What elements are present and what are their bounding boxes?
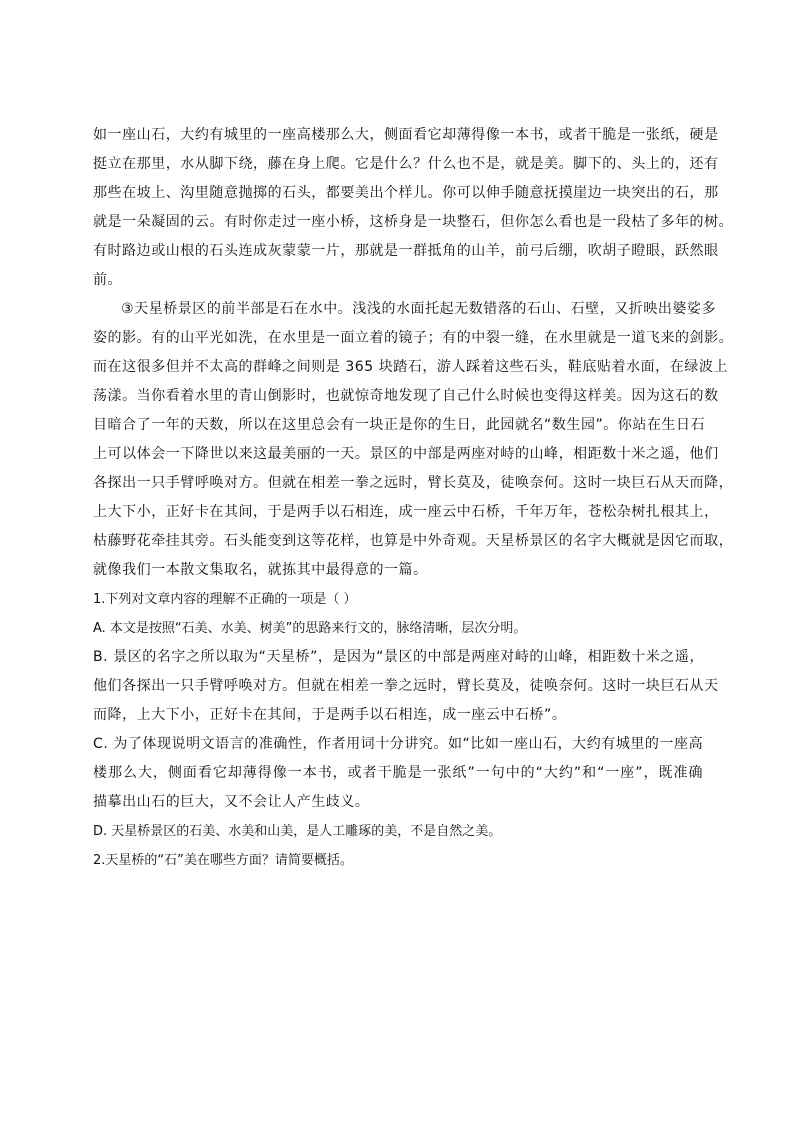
option-line: 楼那么大，侧面看它却薄得像一本书，或者干脆是一张纸”一句中的“大约”和“一座”，既准确 [93, 765, 703, 781]
passage-paragraph-1 [93, 121, 734, 295]
passage-paragraph-3 [93, 295, 734, 585]
paragraph-line: 如一座山石，大约有城里的一座高楼那么大，侧面看它却薄得像一本书，或者干脆是一张纸，硬是 [93, 127, 719, 143]
question-2 [93, 846, 703, 875]
paragraph-line: 那些在坡上、沟里随意抛掷的石头，都要美出个样儿。你可以伸手随意抚摸崖边一块突出的石，那 [93, 185, 719, 201]
question-1-option-d: D. 天星桥景区的石美、水美和山美，是人工雕琢的美，不是自然之美。 [93, 824, 502, 839]
paragraph-line: ③天星桥景区的前半部是石在水中。浅浅的水面托起无数错落的石山、石壁，又折映出婆娑多 [121, 301, 717, 317]
option-line: B. 景区的名字之所以取为“天星桥”，是因为“景区的中部是两座对峙的山峰，相距数十米之遥， [93, 649, 705, 665]
paragraph-line: 前。 [93, 272, 123, 288]
paragraph-line: 目暗合了一年的天数，所以在这里总会有一块正是你的生日，此园就名“数生园”。你站在生日石 [93, 417, 706, 433]
question-1-option-b [93, 643, 719, 730]
paragraph-line: 枯藤野花牵挂其旁。石头能变到这等花样，也算是中外奇观。天星桥景区的名字大概就是因它而取， [93, 533, 734, 549]
question-2-stem: 2.天星桥的“石”美在哪些方面？请简要概括。 [93, 853, 353, 868]
question-1-option-c [93, 730, 703, 817]
option-line: 他们各探出一只手臂呼唤对方。但就在相差一拳之远时，臂长莫及，徒唤奈何。这时一块巨石从天 [93, 678, 719, 694]
paragraph-line: 有时路边或山根的石头连成灰蒙蒙一片，那就是一群抵角的山羊，前弓后绷，吹胡子瞪眼，跃然眼 [93, 243, 719, 259]
question-1-option-a: A. 本文是按照“石美、水美、树美”的思路来行文的，脉络清晰，层次分明。 [93, 621, 527, 636]
paragraph-line: 上可以体会一下降世以来这最美丽的一天。景区的中部是两座对峙的山峰，相距数十米之遥，他们 [93, 446, 719, 462]
option-line: 而降，上大下小，正好卡在其间，于是两手以石相连，成一座云中石桥”。 [93, 707, 567, 723]
paragraph-line: 各探出一只手臂呼唤对方。但就在相差一拳之远时，臂长莫及，徒唤奈何。这时一块巨石从天而降， [93, 475, 734, 491]
document-body [93, 121, 734, 875]
question-1 [93, 585, 719, 846]
option-line: C. 为了体现说明文语言的准确性，作者用词十分讲究。如“比如一座山石，大约有城里的一座高 [93, 736, 704, 752]
paragraph-line: 上大下小，正好卡在其间，于是两手以石相连，成一座云中石桥，千年万年，苍松杂树扎根其上， [93, 504, 719, 520]
paragraph-line: 挺立在那里，水从脚下绕，藤在身上爬。它是什么？什么也不是，就是美。脚下的、头上的，还有 [93, 156, 719, 172]
paragraph-line: 而在这很多但并不太高的群峰之间则是 365 块踏石，游人踩着这些石头，鞋底贴着水面，在绿波上 [93, 359, 728, 375]
paragraph-line: 姿的影。有的山平光如洗，在水里是一面立着的镜子；有的中裂一缝，在水里就是一道飞来的剑影。 [93, 330, 734, 346]
paragraph-line: 荡漾。当你看着水里的青山倒影时，也就惊奇地发现了自己什么时候也变得这样美。因为这石的数 [93, 388, 719, 404]
question-1-stem: 1.下列对文章内容的理解不正确的一项是（ ） [93, 592, 357, 607]
paragraph-line: 就是一朵凝固的云。有时你走过一座小桥，这桥身是一块整石，但你怎么看也是一段枯了多年的树。 [93, 214, 734, 230]
paragraph-line: 就像我们一本散文集取名，就拣其中最得意的一篇。 [93, 562, 428, 578]
option-line: 描摹出山石的巨大，又不会让人产生歧义。 [93, 794, 370, 810]
